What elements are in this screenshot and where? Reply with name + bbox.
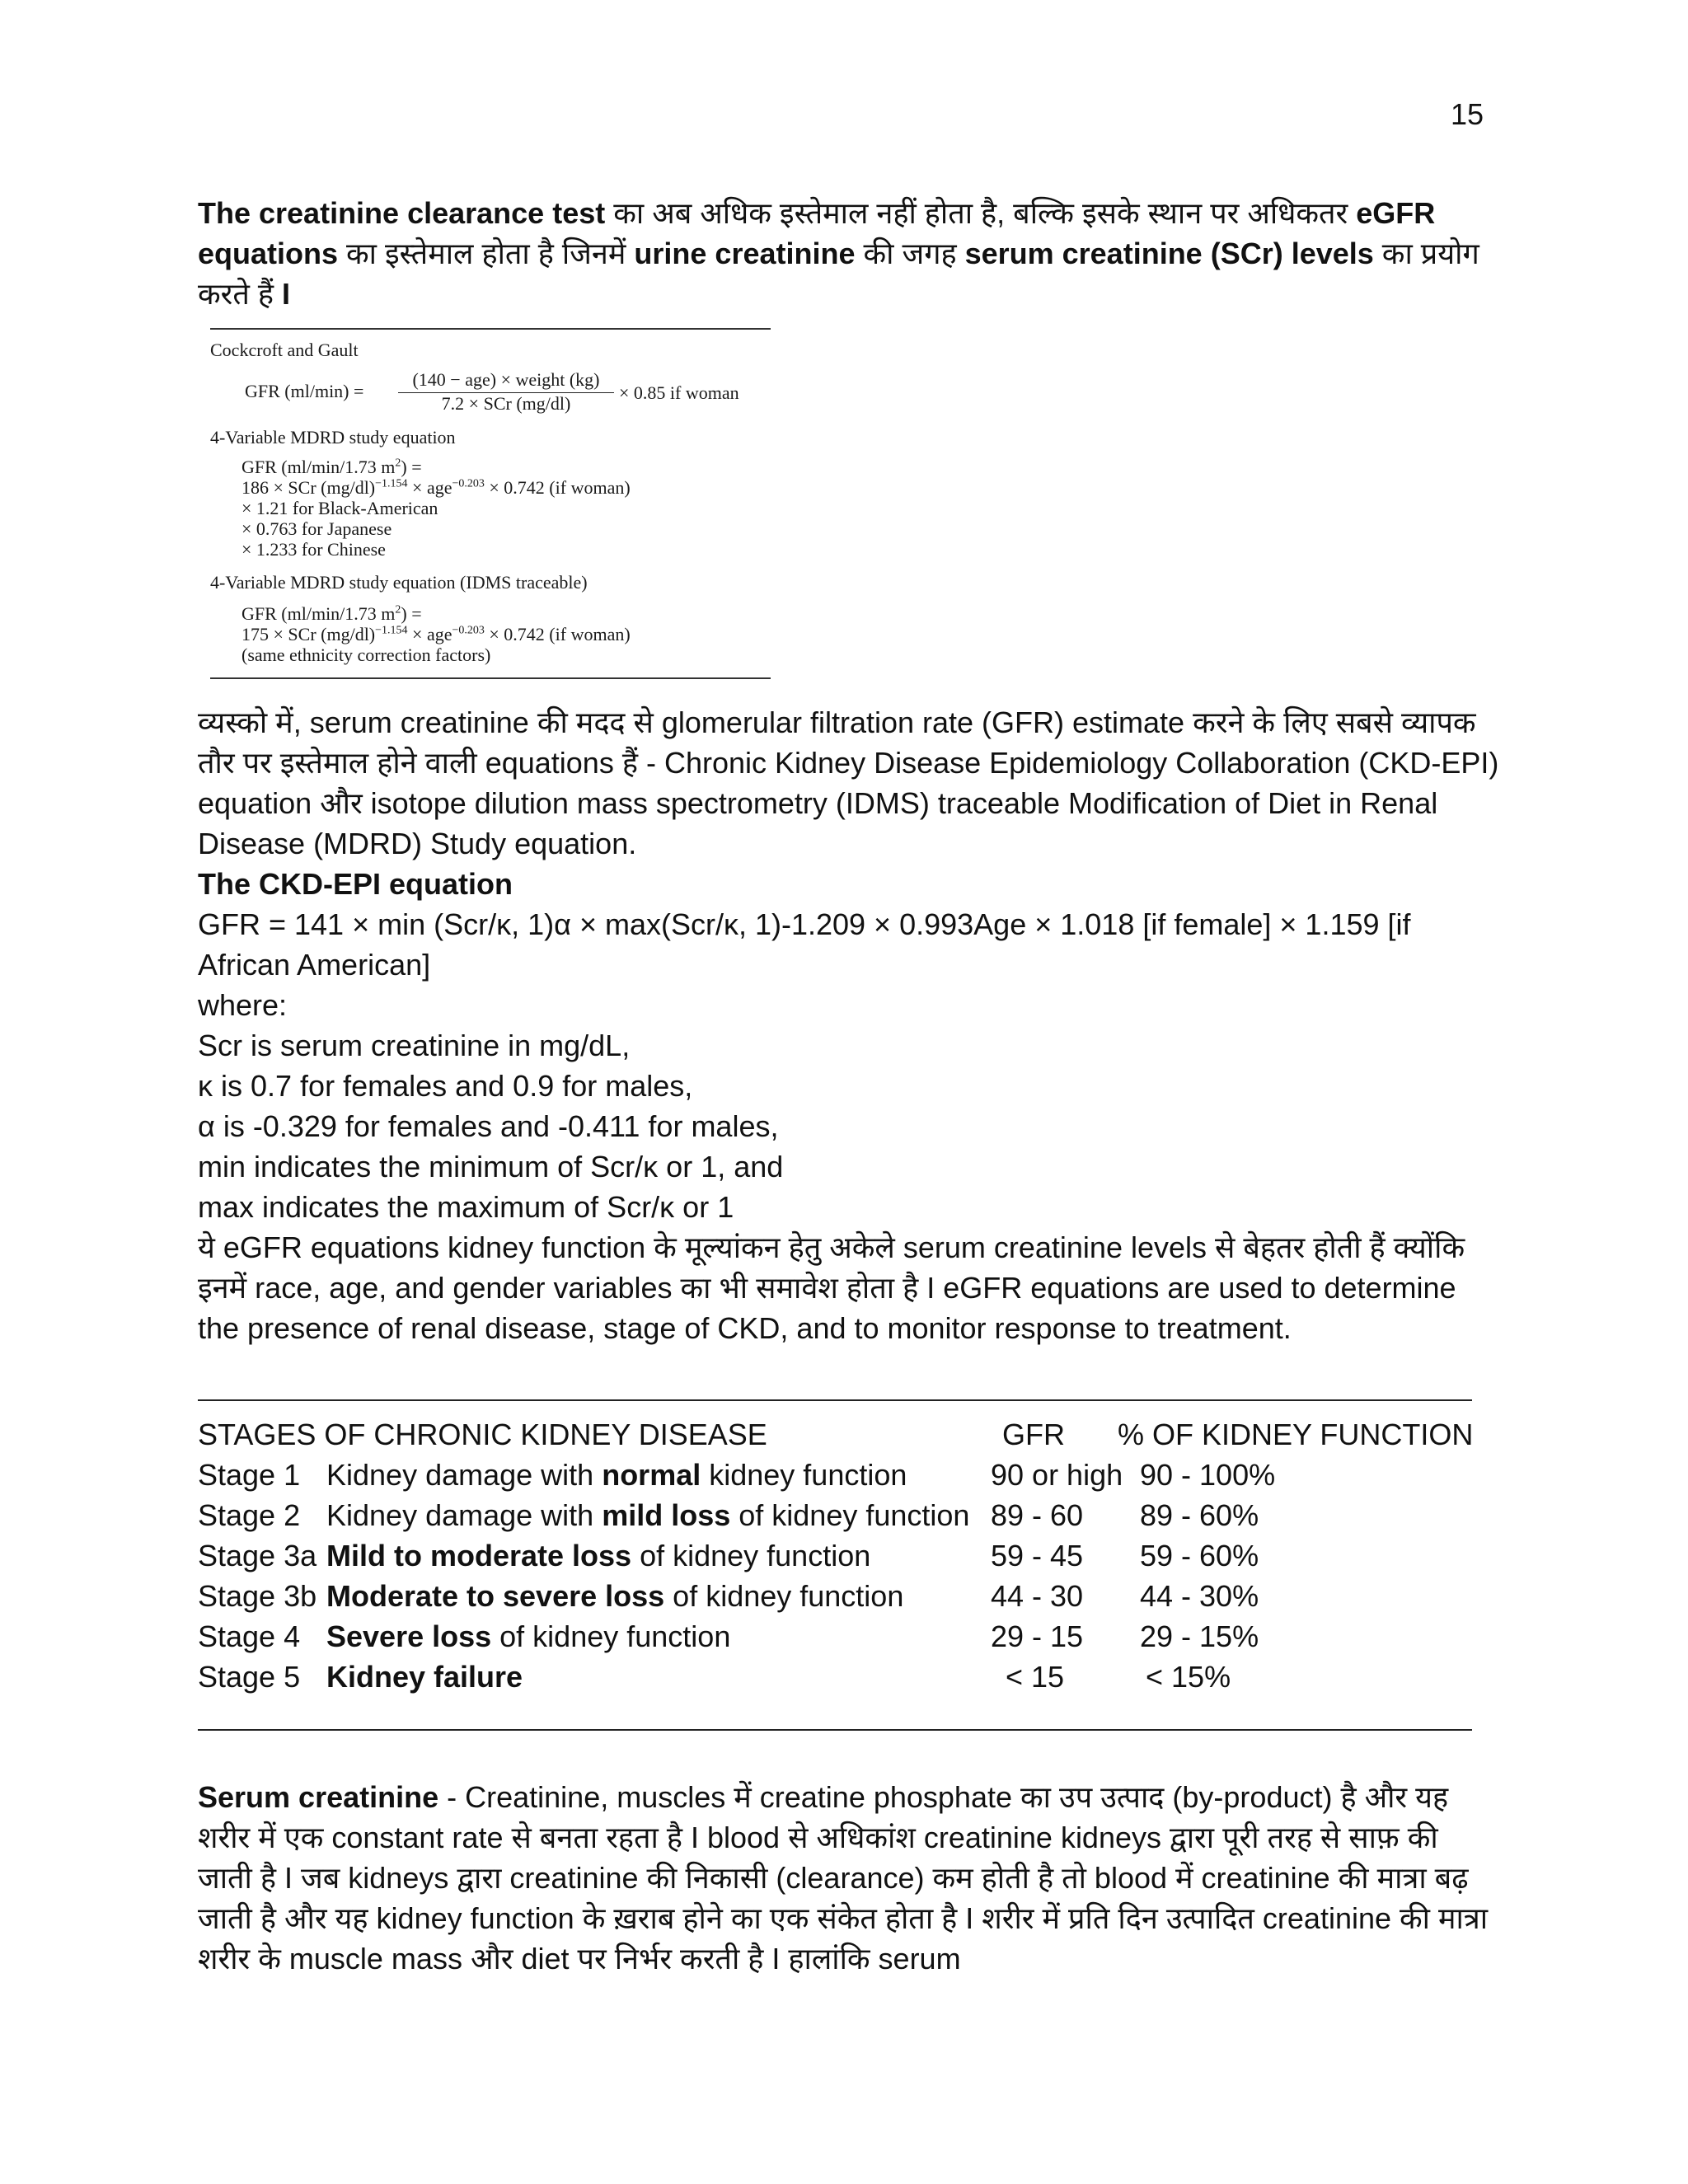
stage-function: < 15% xyxy=(1146,1660,1231,1694)
stage-function: 89 - 60% xyxy=(1140,1498,1259,1532)
mdrd-line-2-sup-2: −0.203 xyxy=(452,477,485,490)
desc-pre: Kidney damage with xyxy=(326,1498,603,1532)
where-label: where: xyxy=(198,988,288,1022)
stage-description xyxy=(326,1539,870,1573)
cockcroft-gault-numerator: (140 − age) × weight (kg) xyxy=(398,369,614,393)
mdrd-title: 4-Variable MDRD study equation xyxy=(210,427,456,448)
mdrd-line-2-a: 186 × SCr (mg/dl) xyxy=(241,477,376,498)
stage-gfr: 89 - 60 xyxy=(991,1498,1084,1532)
figure-bottom-rule xyxy=(210,677,771,679)
serum-creatinine-paragraph xyxy=(198,1777,1500,1979)
stage-label: Stage 5 xyxy=(198,1660,301,1694)
where-line-scr: Scr is serum creatinine in mg/dL, xyxy=(198,1029,631,1062)
cockcroft-gault-denominator: 7.2 × SCr (mg/dl) xyxy=(441,393,571,414)
cockcroft-gault-fraction xyxy=(398,369,614,415)
ckd-epi-heading: The CKD-EPI equation xyxy=(198,867,513,901)
idms-line-2-sup-1: −1.154 xyxy=(375,624,408,637)
body-section xyxy=(198,702,1500,1348)
idms-line-2-b: × age xyxy=(407,624,452,644)
desc-post: of kidney function xyxy=(730,1498,970,1532)
mdrd-line-2 xyxy=(241,477,631,498)
cockcroft-gault-lhs: GFR (ml/min) = xyxy=(245,381,364,401)
idms-line-1 xyxy=(241,603,422,624)
where-line-max: max indicates the maximum of Scr/κ or 1 xyxy=(198,1190,734,1224)
idms-line-1-a: GFR (ml/min/1.73 m xyxy=(241,603,396,624)
idms-line-2-sup-2: −0.203 xyxy=(452,624,485,637)
table-bottom-rule xyxy=(198,1729,1472,1731)
idms-line-2-c: × 0.742 (if woman) xyxy=(484,624,631,644)
mdrd-line-4: × 0.763 for Japanese xyxy=(241,518,392,539)
desc-post: kidney function xyxy=(701,1458,907,1492)
serum-creatinine-term: Serum creatinine xyxy=(198,1780,439,1814)
where-line-min: min indicates the minimum of Scr/κ or 1, and xyxy=(198,1150,784,1183)
desc-bold: normal xyxy=(602,1458,701,1492)
table-row xyxy=(198,1660,1517,1700)
stage-gfr: 44 - 30 xyxy=(991,1579,1084,1613)
table-header-row xyxy=(198,1418,1517,1458)
page-number: 15 xyxy=(1451,97,1484,131)
desc-bold: mild loss xyxy=(602,1498,731,1532)
table-row xyxy=(198,1579,1517,1619)
stage-description xyxy=(326,1498,969,1533)
intro-text-1: का अब अधिक इस्तेमाल नहीं होता है, बल्कि इसके स्थान पर अधिकतर xyxy=(605,196,1357,230)
figure-top-rule xyxy=(210,328,771,330)
table-row xyxy=(198,1498,1517,1539)
idms-line-1-b: ) = xyxy=(401,603,422,624)
idms-line-3: (same ethnicity correction factors) xyxy=(241,644,491,665)
mdrd-line-5: × 1.233 for Chinese xyxy=(241,539,386,560)
where-line-alpha: α is -0.329 for females and -0.411 for males, xyxy=(198,1109,779,1143)
cockcroft-gault-rhs: × 0.85 if woman xyxy=(619,382,739,403)
stage-label: Stage 1 xyxy=(198,1458,301,1492)
stage-label: Stage 2 xyxy=(198,1498,301,1532)
egfr-intro-paragraph: व्यस्को में, serum creatinine की मदद से glomerular filtration rate (GFR) estimate करने के लिए सबसे व्यापक तौर पर इस्तेमाल होने वाली equations हैं - Chronic Kidney Disease Epidemiology Collaboration (CKD-EPI) equation और isotope dilution mass spectrometry (IDMS) traceable Modification of Diet in Renal Disease (MDRD) Study equation. xyxy=(198,705,1499,860)
table-row xyxy=(198,1619,1517,1660)
idms-line-1-sup: 2 xyxy=(395,603,401,616)
gfr-equations-figure xyxy=(210,328,771,681)
stage-gfr: < 15 xyxy=(1006,1660,1065,1694)
ckd-epi-formula: GFR = 141 × min (Scr/κ, 1)α × max(Scr/κ, 1)-1.209 × 0.993Age × 1.018 [if female] × 1.159 [if African American] xyxy=(198,907,1411,982)
intro-term-serum-creatinine: serum creatinine (SCr) levels xyxy=(964,237,1374,270)
intro-end-mark: I xyxy=(282,277,291,311)
stage-label: Stage 3a xyxy=(198,1539,317,1572)
intro-term-urine-creatinine: urine creatinine xyxy=(634,237,856,270)
stage-label: Stage 4 xyxy=(198,1619,301,1653)
table-row xyxy=(198,1539,1517,1579)
intro-term-egfr: eGFR equations xyxy=(198,196,1436,270)
cockcroft-gault-title: Cockcroft and Gault xyxy=(210,340,359,360)
mdrd-line-1 xyxy=(241,457,422,477)
intro-paragraph xyxy=(198,193,1500,314)
desc-bold: Severe loss xyxy=(326,1619,492,1653)
egfr-benefits-paragraph: ये eGFR equations kidney function के मूल्यांकन हेतु अकेले serum creatinine levels से बेहतर होती हैं क्योंकि इनमें race, age, and gender variables का भी समावेश होता है I eGFR equations are used to determine the presence of renal disease, stage of CKD, and to monitor response to treatment. xyxy=(198,1230,1465,1345)
stage-description xyxy=(326,1458,907,1493)
stage-gfr: 59 - 45 xyxy=(991,1539,1084,1572)
intro-text-2: का इस्तेमाल होता है जिनमें xyxy=(338,237,635,270)
mdrd-line-1-a: GFR (ml/min/1.73 m xyxy=(241,457,396,477)
stage-gfr: 90 or high xyxy=(991,1458,1123,1492)
stage-function: 29 - 15% xyxy=(1140,1619,1259,1653)
stage-function: 90 - 100% xyxy=(1140,1458,1276,1492)
mdrd-line-2-b: × age xyxy=(407,477,452,498)
stage-function: 59 - 60% xyxy=(1140,1539,1259,1572)
serum-creatinine-text: - Creatinine, muscles में creatine phosphate का उप उत्पाद (by-product) है और यह शरीर में एक constant rate से बनता रहता है I blood से अधिकांश creatinine kidneys द्वारा पूरी तरह से साफ़ की जाती है I जब kidneys द्वारा creatinine की निकासी (clearance) कम होती है तो blood में creatinine की मात्रा बढ़ जाती है और यह kidney function के ख़राब होने का एक संकेत होता है I शरीर में प्रति दिन उत्पादित creatinine की मात्रा शरीर के muscle mass और diet पर निर्भर करती है I हालांकि serum xyxy=(198,1780,1489,1975)
idms-title: 4-Variable MDRD study equation (IDMS traceable) xyxy=(210,572,588,593)
desc-post: of kidney function xyxy=(491,1619,731,1653)
stage-description xyxy=(326,1619,730,1654)
desc-bold: Moderate to severe loss xyxy=(326,1579,665,1613)
intro-term-clearance-test: The creatinine clearance test xyxy=(198,196,606,230)
mdrd-line-1-b: ) = xyxy=(401,457,422,477)
stage-description xyxy=(326,1660,523,1694)
stage-function: 44 - 30% xyxy=(1140,1579,1259,1613)
intro-text-4: का प्रयोग करते हैं xyxy=(198,237,1479,311)
where-line-kappa: κ is 0.7 for females and 0.9 for males, xyxy=(198,1069,693,1103)
mdrd-line-1-sup: 2 xyxy=(395,457,401,470)
desc-post: of kidney function xyxy=(631,1539,871,1572)
header-gfr: GFR xyxy=(1002,1418,1065,1451)
mdrd-line-2-c: × 0.742 (if woman) xyxy=(484,477,631,498)
desc-post: of kidney function xyxy=(664,1579,904,1613)
desc-bold: Kidney failure xyxy=(326,1660,523,1694)
idms-line-2-a: 175 × SCr (mg/dl) xyxy=(241,624,376,644)
header-kidney-function: % OF KIDNEY FUNCTION xyxy=(1118,1418,1474,1451)
mdrd-line-3: × 1.21 for Black-American xyxy=(241,498,438,518)
stage-gfr: 29 - 15 xyxy=(991,1619,1084,1653)
desc-bold: Mild to moderate loss xyxy=(326,1539,632,1572)
stage-description xyxy=(326,1579,903,1614)
table-row xyxy=(198,1458,1517,1498)
mdrd-line-2-sup-1: −1.154 xyxy=(375,477,408,490)
idms-line-2 xyxy=(241,624,631,644)
stage-label: Stage 3b xyxy=(198,1579,317,1613)
table-top-rule xyxy=(198,1399,1472,1401)
intro-text-3: की जगह xyxy=(855,237,965,270)
header-stages: STAGES OF CHRONIC KIDNEY DISEASE xyxy=(198,1418,767,1451)
desc-pre: Kidney damage with xyxy=(326,1458,603,1492)
